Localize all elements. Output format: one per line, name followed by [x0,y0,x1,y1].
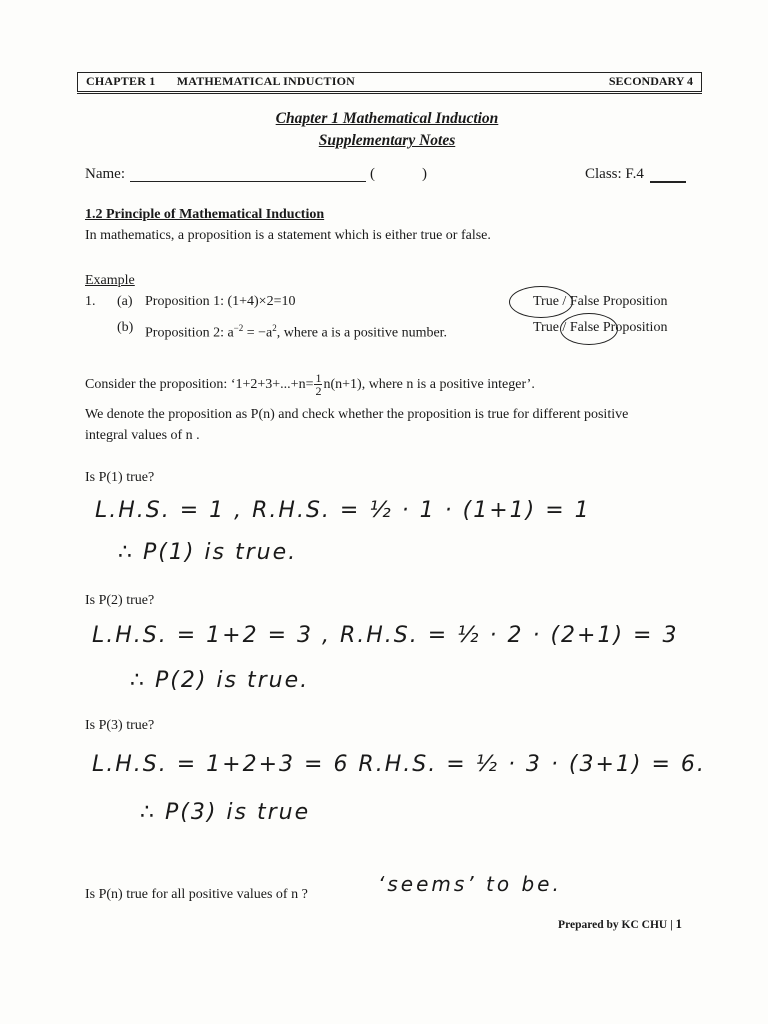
paren-open: ( [370,166,375,182]
name-label: Name: [85,166,125,182]
example-number: 1. [85,294,96,309]
page-number: 1 [675,916,682,931]
handwritten-pn-answer: ‘seems’ to be. [378,872,562,896]
question-p3: Is P(3) true? [85,718,155,733]
handwritten-p2-conclusion: ∴ P(2) is true. [130,668,310,693]
footer: Prepared by KC CHU | 1 [558,916,682,931]
header-topic: MATHEMATICAL INDUCTION [176,74,355,88]
paren-close: ) [422,166,427,182]
example-b-prefix: Proposition 2: a [145,325,234,341]
name-blank [130,181,366,182]
question-p2: Is P(2) true? [85,593,155,608]
handwritten-p3-conclusion: ∴ P(3) is true [140,800,311,825]
header-level: SECONDARY 4 [608,74,693,88]
answer-circle-false [560,313,618,345]
section-intro: In mathematics, a proposition is a statement which is either true or false. [85,228,491,243]
header-divider [77,93,702,94]
class-label: Class: F.4 [585,166,644,182]
denote-line-1: We denote the proposition as P(n) and check whether the proposition is true for different positive [85,407,629,422]
example-a-text: Proposition 1: (1+4)×2=10 [145,294,296,309]
example-b-choice: True / False Proposition [533,320,668,335]
example-b-text: Proposition 2: $a^{-2} = -a^2$, where a is a positive number. [145,323,448,341]
handwritten-p3-work: L.H.S. = 1+2+3 = 6 R.H.S. = ½ · 3 · (3+1) = 6. [92,752,706,777]
consider-prefix: Consider the proposition: ‘1+2+3+...+n= [85,377,314,392]
example-b-label: (b) [117,320,134,335]
consider-text [85,371,535,399]
question-p1: Is P(1) true? [85,470,155,485]
section-heading: 1.2 Principle of Mathematical Induction [85,207,325,222]
class-blank [650,181,686,183]
page-title: Chapter 1 Mathematical Induction [275,110,499,127]
answer-circle-true [509,286,573,318]
footer-prepared: Prepared by KC CHU [558,919,668,931]
example-b-mid: = −a [243,325,273,341]
header-bar [77,72,702,92]
fraction-numerator: 1 [315,371,322,386]
question-pn: Is P(n) true for all positive values of n ? [85,887,308,902]
fraction-denominator: 2 [315,384,322,399]
handwritten-p1-work: L.H.S. = 1 , R.H.S. = ½ · 1 · (1+1) = 1 [95,498,591,523]
consider-fraction [314,372,322,397]
header-chapter: CHAPTER 1 [86,74,156,88]
page-subtitle: Supplementary Notes [318,132,456,149]
example-a-label: (a) [117,294,133,309]
header-left [86,74,373,89]
denote-line-2: integral values of n . [85,428,200,443]
handwritten-p2-work: L.H.S. = 1+2 = 3 , R.H.S. = ½ · 2 · (2+1) = 3 [92,623,679,648]
example-b-suffix: , where a is a positive number. [276,325,448,341]
handwritten-p1-conclusion: ∴ P(1) is true. [118,540,298,565]
consider-suffix: n(n+1), where n is a positive integer’. [323,377,535,392]
example-a-choice: True / False Proposition [533,294,668,309]
example-heading: Example [85,273,135,288]
